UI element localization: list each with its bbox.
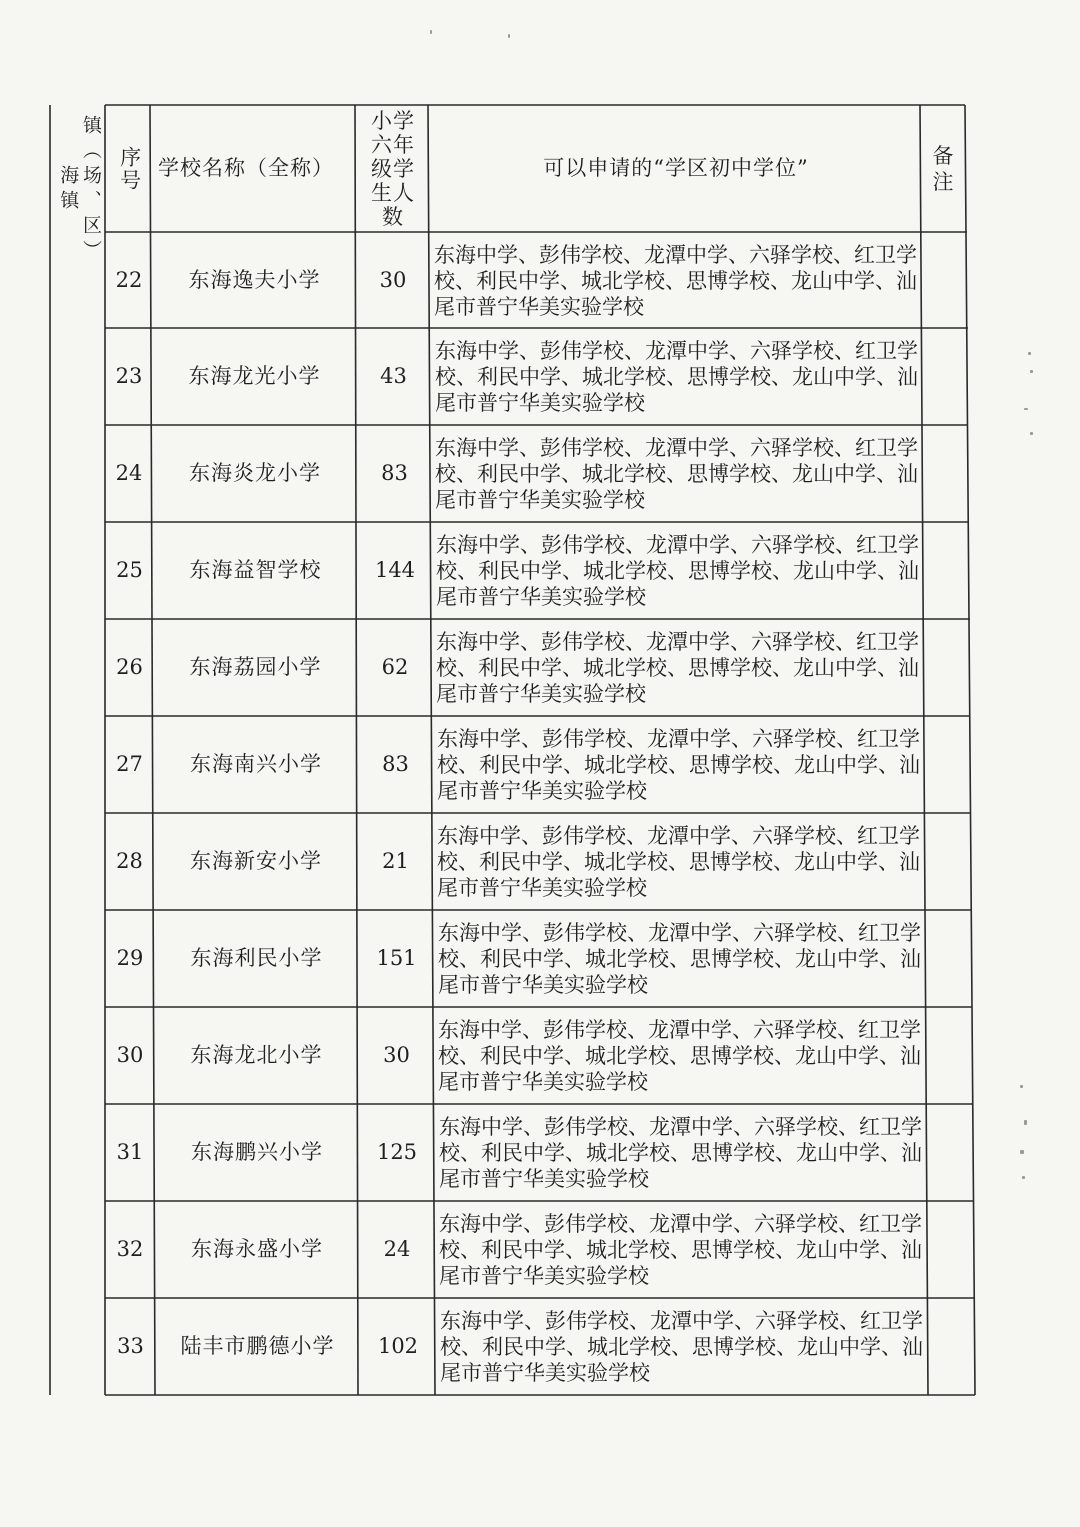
scan-speck: [1020, 1150, 1024, 1154]
header-index: 序号: [117, 146, 142, 192]
row-school-name: 东海益智学校: [189, 558, 322, 583]
row-note: [932, 1299, 975, 1395]
row-note: [926, 523, 970, 619]
row-school-name: 东海新安小学: [190, 849, 322, 874]
row-student-count: 62: [381, 655, 409, 680]
row-index: 30: [116, 1043, 144, 1068]
row-school-name: 东海炎龙小学: [189, 461, 321, 486]
scan-speck: [1022, 1176, 1025, 1179]
row-student-count: 102: [377, 1334, 419, 1359]
row-school-name: 东海逸夫小学: [188, 267, 321, 292]
row-index: 28: [116, 849, 143, 874]
row-student-count: 21: [382, 849, 409, 874]
header-apply: 可以申请的“学区初中学位”: [543, 156, 809, 181]
row-index: 27: [116, 752, 143, 777]
row-note: [923, 233, 967, 328]
row-note: [924, 329, 968, 425]
row-student-count: 24: [383, 1237, 411, 1262]
row-note: [928, 814, 972, 910]
scan-speck: [1024, 1120, 1027, 1125]
row-index: 23: [115, 364, 143, 389]
row-student-count: 83: [381, 461, 408, 486]
row-student-count: 83: [382, 752, 409, 777]
row-apply-schools: 东海中学、彭伟学校、龙潭中学、六驿学校、红卫学校、利民中学、城北学校、思博学校、龙山中学、汕尾市普宁华美实验学校: [437, 824, 920, 900]
scan-speck: [1020, 1085, 1023, 1088]
row-apply-schools: 东海中学、彭伟学校、龙潭中学、六驿学校、红卫学校、利民中学、城北学校、思博学校、龙山中学、汕尾市普宁华美实验学校: [439, 1212, 922, 1288]
row-note: [925, 426, 969, 522]
row-school-name: 东海南兴小学: [190, 752, 322, 777]
row-student-count: 151: [376, 946, 417, 971]
row-student-count: 30: [383, 1043, 410, 1068]
row-apply-schools: 东海中学、彭伟学校、龙潭中学、六驿学校、红卫学校、利民中学、城北学校、思博学校、龙山中学、汕尾市普宁华美实验学校: [435, 436, 918, 512]
scan-speck: [1028, 352, 1031, 355]
scan-speck: [1024, 408, 1028, 410]
row-note: [927, 620, 970, 716]
row-school-name: 东海鹏兴小学: [191, 1140, 323, 1165]
header-students: 小学六年级学生人数: [371, 109, 415, 229]
row-note: [929, 911, 972, 1007]
row-student-count: 144: [374, 558, 416, 583]
row-index: 29: [116, 946, 144, 971]
scan-speck: [430, 30, 432, 34]
scan-speck: [508, 34, 510, 38]
row-apply-schools: 东海中学、彭伟学校、龙潭中学、六驿学校、红卫学校、利民中学、城北学校、思博学校、龙山中学、汕尾市普宁华美实验学校: [436, 630, 919, 706]
row-student-count: 30: [379, 267, 407, 292]
header-school-name: 学校名称（全称）: [158, 156, 334, 181]
row-student-count: 43: [380, 364, 407, 389]
row-apply-schools: 东海中学、彭伟学校、龙潭中学、六驿学校、红卫学校、利民中学、城北学校、思博学校、龙山中学、汕尾市普宁华美实验学校: [440, 1309, 923, 1385]
header-note: 备注: [932, 144, 956, 194]
row-index: 24: [115, 461, 143, 486]
row-student-count: 125: [376, 1140, 418, 1165]
row-index: 31: [116, 1140, 144, 1165]
scan-speck: [1030, 370, 1033, 373]
row-index: 25: [116, 558, 143, 583]
row-note: [930, 1008, 973, 1104]
row-index: 26: [116, 655, 143, 680]
row-apply-schools: 东海中学、彭伟学校、龙潭中学、六驿学校、红卫学校、利民中学、城北学校、思博学校、龙山中学、汕尾市普宁华美实验学校: [435, 339, 918, 415]
row-note: [930, 1105, 974, 1201]
row-apply-schools: 东海中学、彭伟学校、龙潭中学、六驿学校、红卫学校、利民中学、城北学校、思博学校、龙山中学、汕尾市普宁华美实验学校: [434, 242, 917, 319]
row-note: [931, 1202, 974, 1298]
scan-speck: [1030, 432, 1033, 435]
row-note: [927, 717, 971, 813]
row-school-name: 东海龙光小学: [188, 364, 321, 389]
row-school-name: 陆丰市鹏德小学: [180, 1334, 335, 1359]
row-apply-schools: 东海中学、彭伟学校、龙潭中学、六驿学校、红卫学校、利民中学、城北学校、思博学校、龙山中学、汕尾市普宁华美实验学校: [438, 921, 921, 997]
town-label: 镇（场、区）海镇: [57, 115, 102, 265]
row-index: 32: [116, 1237, 144, 1262]
row-school-name: 东海利民小学: [190, 946, 323, 971]
row-index: 33: [117, 1334, 144, 1359]
row-school-name: 东海荔园小学: [189, 655, 322, 680]
row-apply-schools: 东海中学、彭伟学校、龙潭中学、六驿学校、红卫学校、利民中学、城北学校、思博学校、龙山中学、汕尾市普宁华美实验学校: [438, 1018, 921, 1094]
row-apply-schools: 东海中学、彭伟学校、龙潭中学、六驿学校、红卫学校、利民中学、城北学校、思博学校、龙山中学、汕尾市普宁华美实验学校: [437, 727, 920, 803]
row-apply-schools: 东海中学、彭伟学校、龙潭中学、六驿学校、红卫学校、利民中学、城北学校、思博学校、龙山中学、汕尾市普宁华美实验学校: [439, 1115, 922, 1191]
row-school-name: 东海永盛小学: [191, 1237, 323, 1262]
row-school-name: 东海龙北小学: [190, 1043, 323, 1068]
row-index: 22: [115, 267, 143, 292]
row-apply-schools: 东海中学、彭伟学校、龙潭中学、六驿学校、红卫学校、利民中学、城北学校、思博学校、龙山中学、汕尾市普宁华美实验学校: [436, 533, 919, 609]
